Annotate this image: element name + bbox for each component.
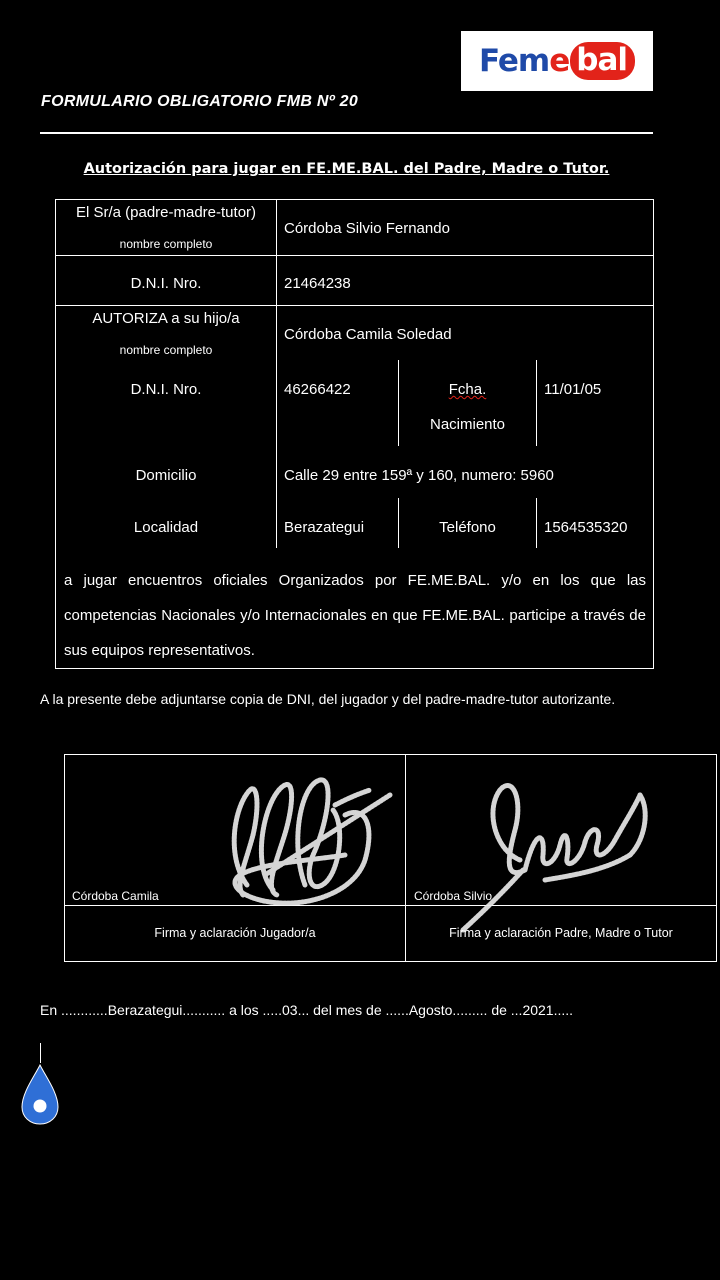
child-label: AUTORIZA a su hijo/a <box>92 310 240 327</box>
column-divider <box>276 446 277 498</box>
column-divider <box>536 360 537 446</box>
parent-sublabel: nombre completo <box>119 237 213 251</box>
place-date-line: En ............Berazategui........... a los .....03... del mes de ......Agosto......... de ...2021..... <box>40 1002 574 1018</box>
player-signature-name: Córdoba Camila <box>72 889 159 903</box>
parent-name-value: Córdoba Silvio Fernando <box>284 220 450 237</box>
column-divider <box>536 498 537 548</box>
parent-signature-name: Córdoba Silvio <box>414 889 493 903</box>
birthdate-label-part1: Fcha. <box>448 381 487 398</box>
parent-dni-label: D.N.I. Nro. <box>130 275 202 292</box>
phone-label: Teléfono <box>439 519 496 536</box>
locality-value: Berazategui <box>284 519 365 536</box>
row-divider <box>56 255 653 256</box>
authorization-paragraph: a jugar encuentros oficiales Organizados por FE.ME.BAL. y/o en los que las competencias Nacionales y/o Internacionales en que FE.ME.BAL. participe a través de sus equipos representativos. <box>64 572 646 659</box>
authorization-table <box>55 199 654 669</box>
birthdate-value: 11/01/05 <box>544 381 602 398</box>
parent-signature-image <box>445 770 675 935</box>
header-divider <box>40 132 653 134</box>
child-name-value: Córdoba Camila Soledad <box>284 326 452 343</box>
parent-label: El Sr/a (padre-madre-tutor) <box>75 204 257 221</box>
birthdate-label-part2: Nacimiento <box>429 416 506 433</box>
text-cursor-drop-icon[interactable] <box>20 1063 60 1127</box>
signature-table <box>64 754 717 962</box>
child-sublabel: nombre completo <box>119 343 213 357</box>
attachment-note: A la presente debe adjuntarse copia de DNI, del jugador y del padre-madre-tutor autorizante. <box>40 691 616 707</box>
child-dni-label: D.N.I. Nro. <box>130 381 202 398</box>
child-dni-value: 46266422 <box>284 381 351 398</box>
form-title: FORMULARIO OBLIGATORIO FMB Nº 20 <box>41 93 359 110</box>
row-divider <box>56 305 653 306</box>
text-cursor <box>40 1043 41 1063</box>
column-divider <box>276 498 277 548</box>
column-divider <box>276 360 277 446</box>
femebal-logo <box>461 31 653 91</box>
phone-value: 1564535320 <box>544 519 628 536</box>
player-signature-caption: Firma y aclaración Jugador/a <box>154 926 316 940</box>
column-divider <box>398 360 399 446</box>
player-signature-image <box>195 765 405 925</box>
address-value: Calle 29 entre 159ª y 160, numero: 5960 <box>284 467 554 484</box>
parent-signature-caption: Firma y aclaración Padre, Madre o Tutor <box>449 926 673 940</box>
logo-part-fem: Fem <box>478 43 550 79</box>
column-divider <box>276 200 277 360</box>
form-subtitle: Autorización para jugar en FE.ME.BAL. del Padre, Madre o Tutor. <box>83 161 610 177</box>
birthdate-label <box>399 381 536 398</box>
logo-part-bal: bal <box>570 42 635 80</box>
locality-label: Localidad <box>133 519 199 536</box>
logo-wordmark <box>479 42 635 80</box>
logo-part-e: e <box>549 43 570 79</box>
parent-dni-value: 21464238 <box>284 275 351 292</box>
address-label: Domicilio <box>135 467 197 484</box>
